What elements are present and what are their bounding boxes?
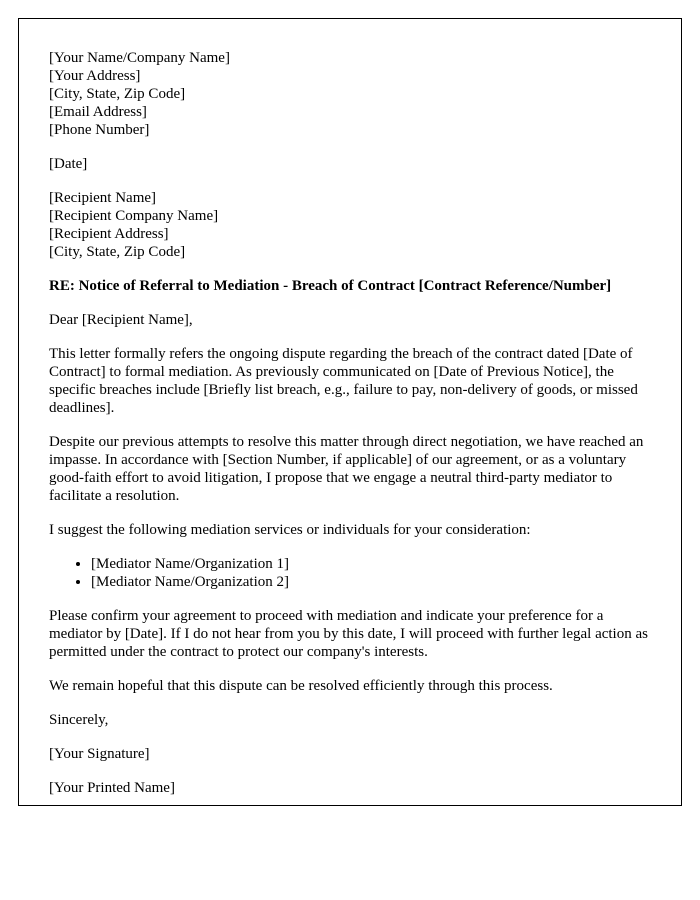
sender-city-state-zip: [City, State, Zip Code] <box>49 86 186 102</box>
sender-address: [Your Address] <box>49 68 141 84</box>
mediator-item: • [Mediator Name/Organization 2] <box>91 573 651 591</box>
body-paragraph-1: This letter formally refers the ongoing dispute regarding the breach of the contract dated [Date of Contract] to formal mediation. As previously communicated on [Date of Previous Notice], the specific breaches include [Briefly list breach, e.g., failure to pay, non-delivery of goods, or missed deadlines]. <box>49 346 638 416</box>
letter-page <box>18 18 682 806</box>
printed-name-placeholder: [Your Printed Name] <box>49 780 175 796</box>
body-paragraph-3: I suggest the following mediation services or individuals for your consideration: <box>49 522 531 538</box>
body-paragraph-4: Please confirm your agreement to proceed with mediation and indicate your preference for a mediator by [Date]. If I do not hear from you by this date, I will proceed with further legal action as permitted under the contract to protect our company's interests. <box>49 608 648 660</box>
sender-email: [Email Address] <box>49 104 147 120</box>
body-paragraph-5: We remain hopeful that this dispute can be resolved efficiently through this process. <box>49 678 553 694</box>
sender-name: [Your Name/Company Name] <box>49 50 230 66</box>
sender-block <box>49 49 651 139</box>
date-line: [Date] <box>49 156 88 172</box>
date-block <box>49 155 651 173</box>
body-paragraph-2: Despite our previous attempts to resolve this matter through direct negotiation, we have reached an impasse. In accordance with [Section Number, if applicable] of our agreement, or as a voluntary good-faith effort to avoid litigation, I propose that we engage a neutral third-party mediator to facilitate a resolution. <box>49 434 644 504</box>
closing: Sincerely, <box>49 712 109 728</box>
recipient-city-state-zip: [City, State, Zip Code] <box>49 244 186 260</box>
mediator-item: • [Mediator Name/Organization 1] <box>91 555 651 573</box>
recipient-company: [Recipient Company Name] <box>49 208 219 224</box>
mediator-list <box>49 555 651 591</box>
sender-phone: [Phone Number] <box>49 122 150 138</box>
recipient-name: [Recipient Name] <box>49 190 157 206</box>
recipient-block <box>49 189 651 261</box>
signature-placeholder: [Your Signature] <box>49 746 150 762</box>
subject-line: RE: Notice of Referral to Mediation - Breach of Contract [Contract Reference/Number] <box>49 278 612 294</box>
salutation: Dear [Recipient Name], <box>49 312 193 328</box>
recipient-address: [Recipient Address] <box>49 226 169 242</box>
